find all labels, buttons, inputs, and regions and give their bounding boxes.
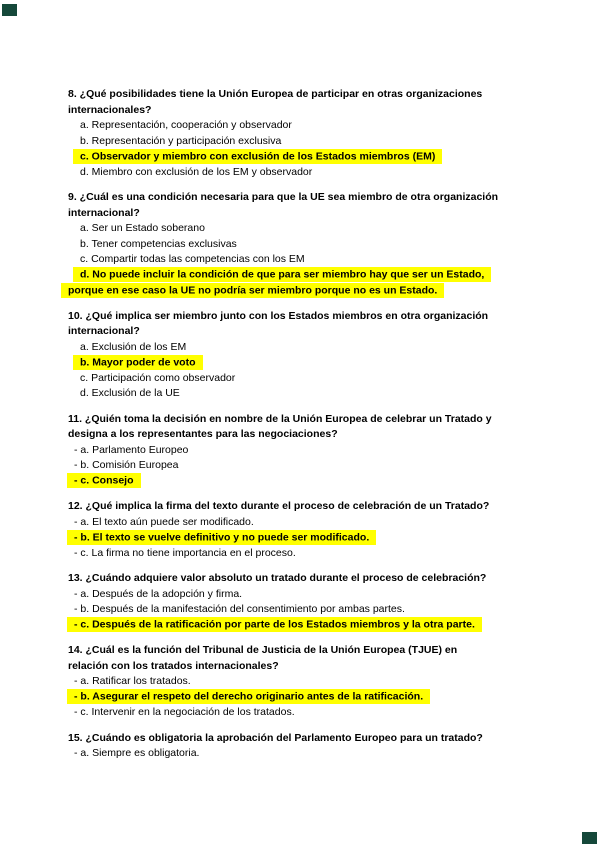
question-block-12 <box>68 499 562 561</box>
highlighted-answer-text: - b. El texto se vuelve definitivo y no puede ser modificado. <box>67 530 376 545</box>
text-line-content: designa a los representantes para las negociaciones? <box>68 428 338 440</box>
text-line-content: a. Representación, cooperación y observador <box>80 119 292 131</box>
text-line-content: 14. ¿Cuál es la función del Tribunal de Justicia de la Unión Europea (TJUE) en <box>68 644 458 656</box>
highlighted-answer-text: - c. Consejo <box>67 473 141 488</box>
correct-answer-line <box>68 690 562 706</box>
question-title <box>68 87 562 118</box>
question-options <box>68 118 562 180</box>
question-title <box>68 190 562 221</box>
option-line <box>68 515 562 531</box>
text-line-content: internacional? <box>68 325 140 337</box>
correct-answer-line <box>68 474 562 490</box>
question-title <box>68 731 562 747</box>
text-line-content: d. Exclusión de la UE <box>80 387 180 399</box>
correct-answer-line <box>68 530 562 546</box>
question-options <box>68 746 562 762</box>
correct-answer-line <box>68 618 562 634</box>
question-block-11 <box>68 412 562 490</box>
option-line <box>68 602 562 618</box>
correct-answer-line <box>68 355 562 371</box>
question-options <box>68 340 562 402</box>
text-line-content: c. Compartir todas las competencias con los EM <box>80 253 305 265</box>
text-line-content: a. Exclusión de los EM <box>80 340 187 353</box>
option-line <box>68 340 562 356</box>
option-line <box>68 221 562 237</box>
text-line-content: 11. ¿Quién toma la decisión en nombre de la Unión Europea de celebrar un Tratado y <box>68 412 492 425</box>
text-line-content: - b. Comisión Europea <box>74 459 179 471</box>
option-line <box>68 252 562 268</box>
text-line-content: internacional? <box>68 206 140 219</box>
option-line <box>68 458 562 474</box>
option-line <box>68 118 562 134</box>
text-line-content: b. Tener competencias exclusivas <box>80 237 237 250</box>
question-title <box>68 571 562 587</box>
text-line-content: - a. Después de la adopción y firma. <box>74 587 243 600</box>
highlighted-answer-text: c. Observador y miembro con exclusión de los Estados miembros (EM) <box>73 149 442 164</box>
question-options <box>68 443 562 490</box>
question-options <box>68 674 562 721</box>
text-line-content: 8. ¿Qué posibilidades tiene la Unión Europea de participar en otras organizaciones <box>68 88 483 100</box>
option-line <box>68 587 562 603</box>
question-title-line <box>68 499 562 515</box>
question-title <box>68 412 562 443</box>
question-title-line <box>68 87 562 103</box>
text-line-content: - a. Parlamento Europeo <box>74 443 189 456</box>
highlighted-answer-text: - c. Después de la ratificación por parte de los Estados miembros y la otra parte. <box>67 617 482 632</box>
option-line <box>68 443 562 459</box>
question-title-line <box>68 190 562 206</box>
questions-list <box>68 87 562 772</box>
highlighted-answer-text: b. Mayor poder de voto <box>73 355 203 370</box>
question-title-line <box>68 427 562 443</box>
question-title-line <box>68 571 562 587</box>
text-line-content: - a. Siempre es obligatoria. <box>74 747 200 759</box>
option-line <box>68 546 562 562</box>
text-line-content: 12. ¿Qué implica la firma del texto durante el proceso de celebración de un Tratado? <box>68 500 490 512</box>
question-title-line <box>68 324 562 340</box>
question-block-14 <box>68 643 562 721</box>
text-line-content: - a. Ratificar los tratados. <box>74 675 191 687</box>
question-block-15 <box>68 731 562 762</box>
text-line-content: 15. ¿Cuándo es obligatoria la aprobación del Parlamento Europeo para un tratado? <box>68 731 483 744</box>
text-line-content: - a. El texto aún puede ser modificado. <box>74 515 254 528</box>
correct-answer-line <box>68 149 562 165</box>
question-title-line <box>68 731 562 747</box>
option-line <box>68 674 562 690</box>
question-options <box>68 515 562 562</box>
text-line-content: - b. Después de la manifestación del consentimiento por ambas partes. <box>74 603 405 615</box>
option-line <box>68 386 562 402</box>
text-line-content: d. Miembro con exclusión de los EM y observador <box>80 165 313 178</box>
question-title <box>68 309 562 340</box>
question-block-8 <box>68 87 562 180</box>
option-line <box>68 746 562 762</box>
correct-answer-line <box>68 283 562 299</box>
question-title-line <box>68 412 562 428</box>
question-title-line <box>68 643 562 659</box>
corner-marker-top-left <box>2 4 17 16</box>
correct-answer-line <box>68 268 562 284</box>
question-block-13 <box>68 571 562 633</box>
question-title-line <box>68 309 562 325</box>
question-title <box>68 643 562 674</box>
question-block-9 <box>68 190 562 299</box>
text-line-content: - c. Intervenir en la negociación de los tratados. <box>74 706 295 718</box>
text-line-content: 13. ¿Cuándo adquiere valor absoluto un tratado durante el proceso de celebración? <box>68 572 487 584</box>
text-line-content: 9. ¿Cuál es una condición necesaria para que la UE sea miembro de otra organización <box>68 191 499 203</box>
text-line-content: a. Ser un Estado soberano <box>80 222 205 234</box>
option-line <box>68 371 562 387</box>
option-line <box>68 237 562 253</box>
text-line-content: c. Participación como observador <box>80 371 236 384</box>
option-line <box>68 165 562 181</box>
highlighted-answer-text: - b. Asegurar el respeto del derecho originario antes de la ratificación. <box>67 689 430 704</box>
text-line-content: relación con los tratados internacionales? <box>68 659 279 672</box>
question-title-line <box>68 103 562 119</box>
highlighted-answer-text: d. No puede incluir la condición de que para ser miembro hay que ser un Estado, <box>73 267 491 282</box>
text-line-content: 10. ¿Qué implica ser miembro junto con los Estados miembros en otra organización <box>68 309 489 322</box>
question-title-line <box>68 659 562 675</box>
question-block-10 <box>68 309 562 402</box>
option-line <box>68 134 562 150</box>
question-title <box>68 499 562 515</box>
highlighted-answer-text: porque en ese caso la UE no podría ser miembro porque no es un Estado. <box>61 283 444 298</box>
text-line-content: internacionales? <box>68 103 152 116</box>
text-line-content: b. Representación y participación exclusiva <box>80 134 282 147</box>
question-options <box>68 587 562 634</box>
question-options <box>68 221 562 299</box>
option-line <box>68 705 562 721</box>
corner-marker-bottom-right <box>582 832 597 844</box>
question-title-line <box>68 206 562 222</box>
text-line-content: - c. La firma no tiene importancia en el proceso. <box>74 546 296 559</box>
